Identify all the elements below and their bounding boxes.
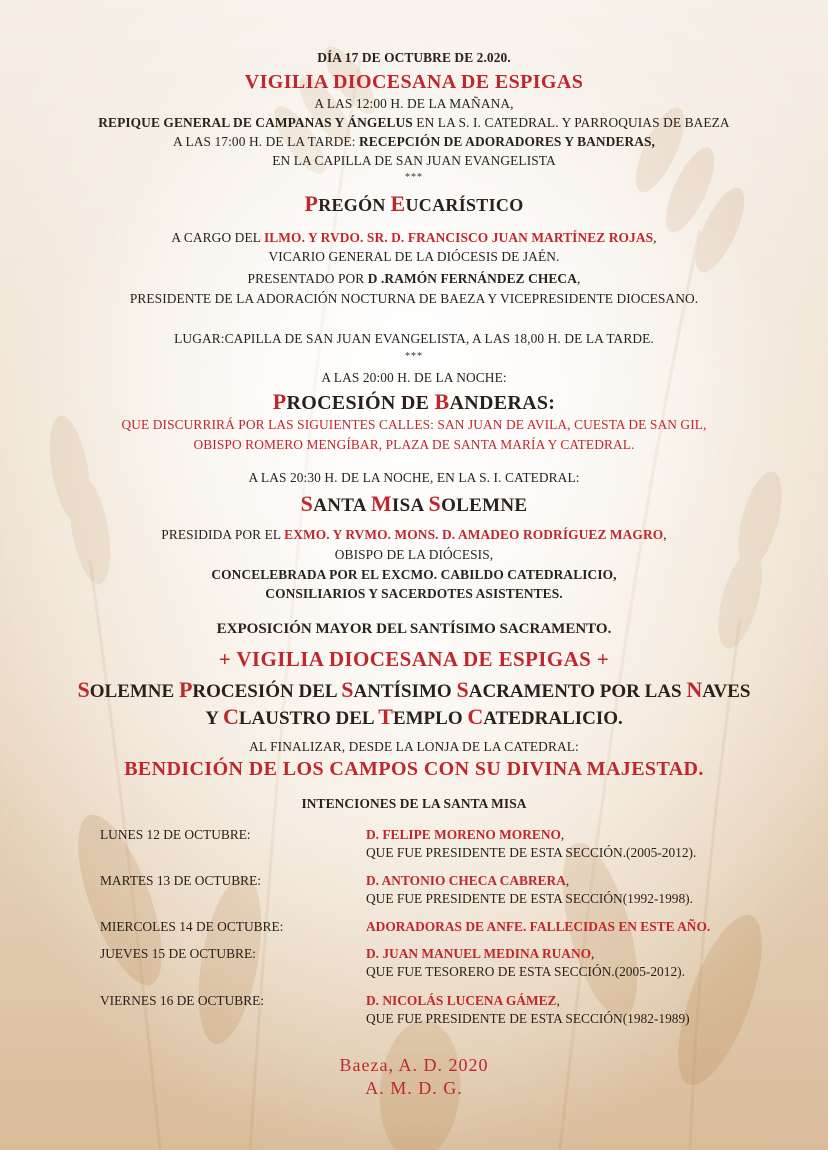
pregon-rest-1: REGÓN <box>318 195 391 215</box>
footer-place-year: Baeza, A. D. 2020 <box>339 1055 489 1075</box>
intention-day: MARTES 13 DE OCTUBRE: <box>100 873 262 888</box>
mass-cap-1: S <box>300 491 314 516</box>
bells-line <box>0 116 828 129</box>
date-line: DÍA 17 DE OCTUBRE DE 2.020. <box>317 50 511 65</box>
intention-desc: QUE FUE TESORERO DE ESTA SECCIÓN.(2005-2012). <box>366 964 685 979</box>
president-line: PRESIDENTE DE LA ADORACIÓN NOCTURNA DE BAEZA Y VICEPRESIDENTE DIOCESANO. <box>129 291 699 306</box>
finish-line: AL FINALIZAR, DESDE LA LONJA DE LA CATEDRAL: <box>249 739 579 754</box>
mass-heading <box>0 493 828 515</box>
solemn1-rest-5: AVES <box>702 681 751 702</box>
solemn1-rest-1: OLEMNE <box>89 681 179 702</box>
mass-rest-3: OLEMNE <box>441 495 528 516</box>
intention-name <box>366 947 594 960</box>
solemn1-cap-4: S <box>456 677 469 702</box>
chapel-line: EN LA CAPILLA DE SAN JUAN EVANGELISTA <box>272 153 556 168</box>
mass-rest-1: ANTA <box>313 495 371 516</box>
solemn2-cap-4: C <box>467 704 484 729</box>
bishop-line: OBISPO DE LA DIÓCESIS, <box>334 547 494 562</box>
intention-name-text: D. ANTONIO CHECA CABRERA <box>366 873 566 888</box>
afternoon-line <box>0 135 828 148</box>
solemn1-rest-2: ROCESIÓN DEL <box>192 681 342 702</box>
pregon-rest-2: UCARÍSTICO <box>405 195 524 215</box>
intention-tail: , <box>565 873 570 888</box>
solemn1-rest-3: ANTÍSIMO <box>353 681 457 702</box>
morning-time: A LAS 12:00 H. DE LA MAÑANA, <box>314 96 514 111</box>
intention-name <box>366 874 569 887</box>
place-line: LUGAR:CAPILLA DE SAN JUAN EVANGELISTA, A LAS 18,00 H. DE LA TARDE. <box>174 331 654 346</box>
vigil-title: VIGILIA DIOCESANA DE ESPIGAS <box>244 71 584 93</box>
mass-cap-3: S <box>428 491 442 516</box>
solemn2-rest-4: ATEDRALICIO. <box>483 708 623 729</box>
presider-line <box>0 528 828 541</box>
intention-name <box>366 920 710 933</box>
speaker-plain: A CARGO DEL <box>171 230 264 245</box>
vicar-line: VICARIO GENERAL DE LA DIÓCESIS DE JAÉN. <box>268 249 560 264</box>
blessing-line: BENDICIÓN DE LOS CAMPOS CON SU DIVINA MAJESTAD. <box>124 758 704 780</box>
solemn1-cap-5: N <box>686 677 703 702</box>
intention-desc: QUE FUE PRESIDENTE DE ESTA SECCIÓN(1992-1998). <box>366 891 693 906</box>
presenter-line <box>0 272 828 285</box>
intention-name-text: D. NICOLÁS LUCENA GÁMEZ <box>366 993 557 1008</box>
intention-day: LUNES 12 DE OCTUBRE: <box>100 827 251 842</box>
afternoon-bold: RECEPCIÓN DE ADORADORES Y BANDERAS, <box>358 134 655 149</box>
intention-name-text: ADORADORAS DE ANFE. FALLECIDAS EN ESTE AÑO. <box>366 919 711 934</box>
counselors-line: CONSILIARIOS Y SACERDOTES ASISTENTES. <box>265 586 563 601</box>
exposition-line: EXPOSICIÓN MAYOR DEL SANTÍSIMO SACRAMENTO. <box>216 621 612 637</box>
intention-name-text: D. FELIPE MORENO MORENO <box>366 827 561 842</box>
intention-name <box>366 994 560 1007</box>
separator-stars-1: *** <box>405 172 423 183</box>
solemn1-cap-3: S <box>341 677 354 702</box>
procession-rest-1: ROCESIÓN DE <box>286 392 435 414</box>
intention-name-text: D. JUAN MANUEL MEDINA RUANO <box>366 946 592 961</box>
presenter-name: D .RAMÓN FERNÁNDEZ CHECA <box>367 271 577 286</box>
pregon-cap-2: E <box>390 191 406 216</box>
intention-name <box>366 828 564 841</box>
vigil-cross-title: + VIGILIA DIOCESANA DE ESPIGAS + <box>218 647 610 671</box>
bells-rest: EN LA S. I. CATEDRAL. Y PARROQUIAS DE BAEZA <box>412 115 730 130</box>
mass-cap-2: M <box>370 491 392 516</box>
intention-tail: , <box>556 993 560 1008</box>
route-line-1: QUE DISCURRIRÁ POR LAS SIGUIENTES CALLES: SAN JUAN DE AVILA, CUESTA DE SAN GIL, <box>121 417 707 432</box>
procession-cap-2: B <box>434 389 450 414</box>
solemn2-rest-3: EMPLO <box>392 708 468 729</box>
solemn2-rest-2: LAUSTRO DEL <box>238 708 379 729</box>
solemn1-cap-2: P <box>178 677 193 702</box>
bells-bold: REPIQUE GENERAL DE CAMPANAS Y ÁNGELUS <box>98 115 413 130</box>
mass-rest-2: ISA <box>391 495 429 516</box>
intention-tail: , <box>591 946 595 961</box>
pregon-heading <box>0 193 828 215</box>
speaker-line <box>0 231 828 244</box>
presider-tail: , <box>663 527 667 542</box>
presider-name: EXMO. Y RVMO. MONS. D. AMADEO RODRÍGUEZ MAGRO <box>284 527 664 542</box>
procession-rest-2: ANDERAS: <box>449 392 556 414</box>
footer-amdg: A. M. D. G. <box>365 1078 463 1098</box>
speaker-tail: , <box>653 230 657 245</box>
procession-cap-1: P <box>272 389 287 414</box>
solemn2-cap-3: T <box>378 704 393 729</box>
solemn2-cap-2: C <box>222 704 239 729</box>
intention-day: VIERNES 16 DE OCTUBRE: <box>100 993 265 1008</box>
solemn2-lead: Y <box>205 708 223 729</box>
mass-time: A LAS 20:30 H. DE LA NOCHE, EN LA S. I. CATEDRAL: <box>248 470 580 485</box>
intention-tail: , <box>560 827 565 842</box>
pregon-cap-1: P <box>304 191 319 216</box>
solemn1-rest-4: ACRAMENTO POR LAS <box>468 681 687 702</box>
procession-heading <box>0 391 828 413</box>
night-time: A LAS 20:00 H. DE LA NOCHE: <box>321 370 507 385</box>
afternoon-plain: A LAS 17:00 H. DE LA TARDE: <box>172 134 359 149</box>
presenter-tail: , <box>576 271 581 286</box>
intentions-title: INTENCIONES DE LA SANTA MISA <box>301 796 527 811</box>
speaker-name: ILMO. Y RVDO. SR. D. FRANCISCO JUAN MARTÍNEZ ROJAS <box>263 230 654 245</box>
intention-day: JUEVES 15 DE OCTUBRE: <box>100 946 256 961</box>
solemn-procession-line-2 <box>0 706 828 728</box>
intention-desc: QUE FUE PRESIDENTE DE ESTA SECCIÓN(1982-1989) <box>366 1011 690 1026</box>
route-line-2: OBISPO ROMERO MENGÍBAR, PLAZA DE SANTA MARÍA Y CATEDRAL. <box>193 437 635 452</box>
intention-desc: QUE FUE PRESIDENTE DE ESTA SECCIÓN.(2005-2012). <box>366 845 697 860</box>
presider-plain: PRESIDIDA POR EL <box>161 527 285 542</box>
concelebrated-line: CONCELEBRADA POR EL EXCMO. CABILDO CATEDRALICIO, <box>211 567 617 582</box>
presenter-plain: PRESENTADO POR <box>247 271 368 286</box>
solemn-procession-line-1 <box>0 679 828 701</box>
solemn1-cap-1: S <box>77 677 90 702</box>
separator-stars-2: *** <box>405 351 423 362</box>
intention-day: MIERCOLES 14 DE OCTUBRE: <box>100 919 284 934</box>
